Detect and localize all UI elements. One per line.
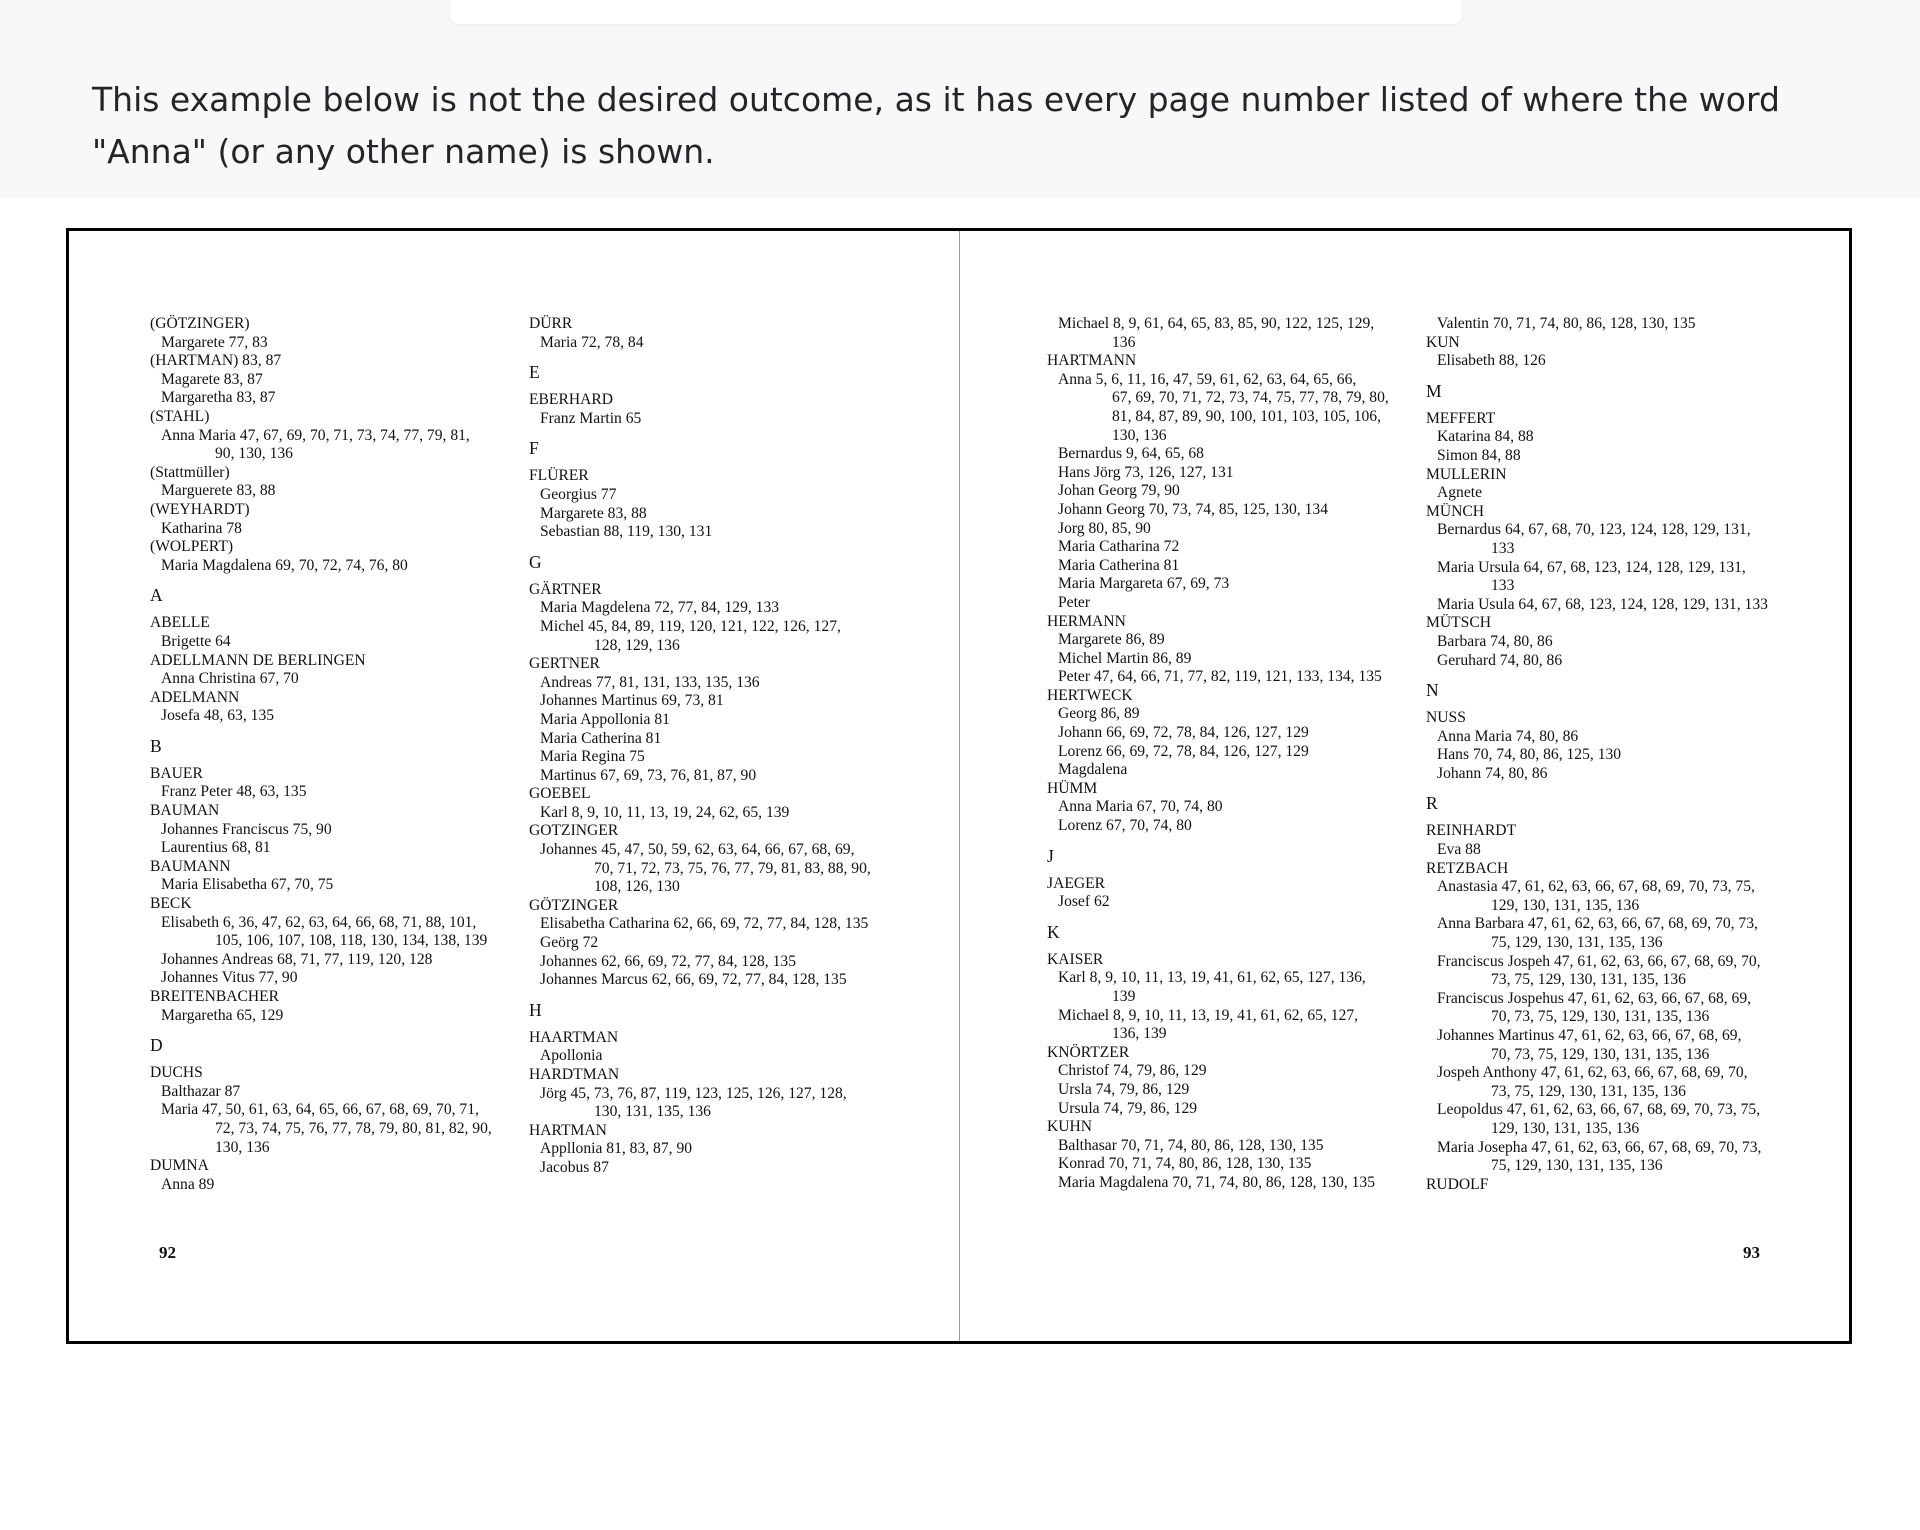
index-entry-continuation: 73, 75, 129, 130, 131, 135, 136 [1491,971,1686,989]
index-entry: Michael 8, 9, 61, 64, 65, 83, 85, 90, 122, 125, 129, [1058,315,1375,332]
index-heading: KNÖRTZER [1047,1043,1130,1061]
index-letter-heading: J [1047,845,1054,866]
book-index-spread [66,228,1852,1344]
index-entry: Jospeh Anthony 47, 61, 62, 63, 66, 67, 68, 69, 70, [1437,1064,1748,1082]
index-entry: Christof 74, 79, 86, 129 [1058,1062,1207,1080]
index-heading: ADELMANN [150,688,240,706]
index-entry-continuation: 128, 129, 136 [594,636,680,654]
index-entry: Anna Christina 67, 70 [161,670,299,688]
index-letter-heading: B [150,735,162,756]
index-heading: FLÜRER [529,467,589,485]
index-entry: Marguerete 83, 88 [161,482,276,500]
index-entry: Sebastian 88, 119, 130, 131 [540,523,713,541]
index-entry-continuation: 70, 73, 75, 129, 130, 131, 135, 136 [1491,1045,1710,1063]
index-entry-continuation: 70, 73, 75, 129, 130, 131, 135, 136 [1491,1008,1710,1026]
index-entry: Anna Maria 47, 67, 69, 70, 71, 73, 74, 77, 79, 81, [161,426,470,444]
index-heading: HARTMAN [529,1121,607,1139]
page-number-left: 92 [159,1243,176,1262]
index-column-1 [150,315,492,1194]
index-entry-continuation: 133 [1491,577,1515,595]
index-column-4 [1426,315,1768,1194]
index-letter-heading: D [150,1035,163,1056]
index-entry: Magarete 83, 87 [161,370,263,388]
index-entry: Bernardus 9, 64, 65, 68 [1058,445,1204,463]
index-heading: BAUMAN [150,802,220,820]
index-heading: KUHN [1047,1118,1093,1136]
index-heading: JAEGER [1047,874,1106,892]
index-entry-continuation: 136, 139 [1112,1025,1167,1043]
index-entry: Elisabeth 6, 36, 47, 62, 63, 64, 66, 68, 71, 88, 101, [161,913,477,931]
index-heading: (Stattmüller) [150,463,230,481]
index-entry-continuation: 129, 130, 131, 135, 136 [1491,1119,1640,1137]
index-heading: (STAHL) [150,407,210,425]
index-entry-continuation: 130, 136 [215,1138,270,1156]
index-entry: Franciscus Jospehus 47, 61, 62, 63, 66, 67, 68, 69, [1437,989,1752,1007]
index-heading: HERMANN [1047,612,1126,630]
index-entry: Johann 66, 69, 72, 78, 84, 126, 127, 129 [1058,724,1309,742]
index-heading: BREITENBACHER [150,988,280,1005]
index-heading: DUMNA [150,1157,209,1175]
index-heading: ADELLMANN DE BERLINGEN [150,651,366,669]
index-entry-continuation: 105, 106, 107, 108, 118, 130, 134, 138, 139 [215,932,488,950]
index-entry: Magdalena [1058,761,1128,779]
index-heading: (HARTMAN) 83, 87 [150,352,282,370]
index-letter-heading: G [529,551,542,572]
index-heading: NUSS [1426,709,1466,727]
index-entry: Anna 89 [161,1175,215,1193]
index-entry-continuation: 136 [1112,333,1136,351]
index-entry: Maria Josepha 47, 61, 62, 63, 66, 67, 68, 69, 70, 73, [1437,1138,1762,1156]
index-entry: Maria Catherina 81 [1058,556,1180,574]
index-entry: Maria Appollonia 81 [540,710,670,728]
index-heading: (WOLPERT) [150,538,234,556]
page-number-right: 93 [1743,1243,1760,1262]
index-heading: HERTWECK [1047,686,1133,704]
index-entry: Georgius 77 [540,485,617,503]
index-entry: Maria Regina 75 [540,748,645,766]
index-entry: Maria Elisabetha 67, 70, 75 [161,876,334,894]
index-letter-heading: N [1426,680,1439,701]
index-entry: Margarete 77, 83 [161,333,268,351]
index-entry: Valentin 70, 71, 74, 80, 86, 128, 130, 135 [1437,315,1696,332]
index-entry: Johann 74, 80, 86 [1437,764,1548,782]
index-entry: Andreas 77, 81, 131, 133, 135, 136 [540,673,760,691]
index-entry: Johan Georg 79, 90 [1058,482,1180,500]
index-entry: Ursula 74, 79, 86, 129 [1058,1099,1198,1117]
index-entry: Johannes Marcus 62, 66, 69, 72, 77, 84, 128, 135 [540,971,847,989]
index-entry: Apollonia [540,1047,603,1065]
index-entry: Maria 72, 78, 84 [540,333,644,351]
index-letter-heading: E [529,362,540,383]
index-entry: Hans Jörg 73, 126, 127, 131 [1058,463,1234,481]
post-text: This example below is not the desired outcome, as it has every page number listed of where the word "Anna" (or any other name) is shown. [92,80,1780,171]
index-heading: (GÖTZINGER) [150,315,250,332]
index-entry: Margarete 86, 89 [1058,631,1165,649]
index-entry: Karl 8, 9, 10, 11, 13, 19, 41, 61, 62, 65, 127, 136, [1058,969,1366,987]
index-entry: Anna Barbara 47, 61, 62, 63, 66, 67, 68, 69, 70, 73, [1437,915,1758,933]
index-entry: Leopoldus 47, 61, 62, 63, 66, 67, 68, 69, 70, 73, 75, [1437,1101,1761,1119]
index-entry: Johannes Martinus 47, 61, 62, 63, 66, 67, 68, 69, [1437,1027,1742,1044]
index-heading: GOTZINGER [529,822,619,840]
index-entry: Margaretha 65, 129 [161,1006,284,1024]
index-entry: Maria Magdalena 69, 70, 72, 74, 76, 80 [161,556,408,574]
index-heading: MÜTSCH [1426,614,1491,632]
index-entry-continuation: 75, 129, 130, 131, 135, 136 [1491,934,1663,952]
index-entry: Maria Margareta 67, 69, 73 [1058,575,1230,593]
index-entry-continuation: 67, 69, 70, 71, 72, 73, 74, 75, 77, 78, 79, 80, [1112,389,1389,407]
index-entry: Johannes 62, 66, 69, 72, 77, 84, 128, 135 [540,952,796,970]
index-entry: Katharina 78 [161,519,242,537]
index-letter-heading: H [529,999,542,1020]
index-entry: Balthazar 87 [161,1082,241,1100]
index-entry: Eva 88 [1437,841,1481,859]
index-heading: BAUMANN [150,857,231,875]
index-heading: DÜRR [529,315,573,332]
index-entry: Simon 84, 88 [1437,446,1521,464]
index-heading: BECK [150,895,192,913]
index-entry: Barbara 74, 80, 86 [1437,632,1553,650]
index-entry: Georg 86, 89 [1058,705,1140,723]
index-entry: Jacobus 87 [540,1158,609,1176]
index-entry-continuation: 108, 126, 130 [594,878,680,896]
index-entry: Jörg 45, 73, 76, 87, 119, 123, 125, 126, 127, 128, [540,1084,847,1102]
index-heading: MEFFERT [1426,409,1496,427]
index-entry: Maria Catherina 81 [540,729,662,747]
index-entry: Josef 62 [1058,893,1110,911]
index-entry: Hans 70, 74, 80, 86, 125, 130 [1437,746,1622,764]
index-entry: Brigette 64 [161,632,231,650]
index-heading: GERTNER [529,655,600,673]
index-entry: Johannes Vitus 77, 90 [161,969,298,987]
index-heading: GÖTZINGER [529,896,619,914]
index-heading: MÜNCH [1426,502,1485,520]
index-entry: Michel 45, 84, 89, 119, 120, 121, 122, 126, 127, [540,617,841,635]
index-entry: Agnete [1437,484,1483,502]
index-heading: KAISER [1047,950,1104,968]
index-entry: Johannes Franciscus 75, 90 [161,820,332,838]
index-entry: Elisabetha Catharina 62, 66, 69, 72, 77, 84, 128, 135 [540,915,869,933]
index-heading: BAUER [150,764,203,782]
index-heading: HAARTMAN [529,1028,619,1046]
index-entry: Johannes 45, 47, 50, 59, 62, 63, 64, 66, 67, 68, 69, [540,841,855,859]
index-letter-heading: M [1426,380,1442,401]
index-heading: GÄRTNER [529,580,602,598]
index-entry: Michael 8, 9, 10, 11, 13, 19, 41, 61, 62, 65, 127, [1058,1006,1359,1024]
index-letter-heading: F [529,438,539,459]
index-entry-continuation: 130, 136 [1112,426,1167,444]
index-heading: GOEBEL [529,785,591,803]
index-entry: Katarina 84, 88 [1437,428,1534,446]
index-entry-continuation: 133 [1491,539,1515,557]
index-entry: Maria Ursula 64, 67, 68, 123, 124, 128, 129, 131, [1437,558,1746,576]
index-entry: Margaretha 83, 87 [161,389,276,407]
index-entry: Maria Magdelena 72, 77, 84, 129, 133 [540,599,780,617]
index-entry: Maria Catharina 72 [1058,538,1180,556]
index-entry-continuation: 81, 84, 87, 89, 90, 100, 101, 103, 105, 106, [1112,407,1381,425]
index-entry: Ursla 74, 79, 86, 129 [1058,1080,1190,1098]
index-entry: Appllonia 81, 83, 87, 90 [540,1140,693,1158]
index-entry: Margarete 83, 88 [540,504,647,522]
index-entry: Lorenz 67, 70, 74, 80 [1058,817,1192,835]
index-entry: Laurentius 68, 81 [161,839,271,857]
index-entry: Johann Georg 70, 73, 74, 85, 125, 130, 134 [1058,500,1328,518]
index-heading: ABELLE [150,614,210,632]
index-heading: RUDOLF [1426,1175,1489,1193]
index-entry: Franz Peter 48, 63, 135 [161,783,307,801]
page-gutter [959,231,960,1341]
index-letter-heading: K [1047,921,1060,942]
index-entry-continuation: 75, 129, 130, 131, 135, 136 [1491,1157,1663,1175]
question-panel [0,0,1920,198]
index-entry-continuation: 72, 73, 74, 75, 76, 77, 78, 79, 80, 81, 82, 90, [215,1119,492,1137]
index-letter-heading: A [150,585,163,606]
index-entry: Elisabeth 88, 126 [1437,352,1546,370]
index-heading: DUCHS [150,1064,203,1082]
index-entry: Anna 5, 6, 11, 16, 47, 59, 61, 62, 63, 64, 65, 66, [1058,370,1357,388]
index-heading: (WEYHARDT) [150,500,250,518]
index-entry: Bernardus 64, 67, 68, 70, 123, 124, 128, 129, 131, [1437,521,1751,539]
index-entry: Johannes Martinus 69, 73, 81 [540,692,724,710]
index-entry: Franz Martin 65 [540,409,642,427]
index-entry-continuation: 90, 130, 136 [215,445,293,463]
top-card-edge [450,0,1462,24]
index-entry: Maria Usula 64, 67, 68, 123, 124, 128, 129, 131, 133 [1437,595,1768,613]
index-entry: Martinus 67, 69, 73, 76, 81, 87, 90 [540,766,757,784]
index-entry: Maria 47, 50, 61, 63, 64, 65, 66, 67, 68, 69, 70, 71, [161,1101,479,1119]
index-entry-continuation: 130, 131, 135, 136 [594,1103,711,1121]
index-heading: HÜMM [1047,779,1098,797]
index-column-3 [1047,315,1389,1193]
index-heading: HARDTMAN [529,1066,620,1083]
index-entry: Peter [1058,593,1091,611]
index-entry: Geruhard 74, 80, 86 [1437,651,1563,669]
index-entry: Franciscus Jospeh 47, 61, 62, 63, 66, 67, 68, 69, 70, [1437,952,1761,970]
index-entry-continuation: 129, 130, 131, 135, 136 [1491,896,1640,914]
index-entry: Geörg 72 [540,934,599,952]
index-heading: RETZBACH [1426,859,1509,877]
index-entry: Konrad 70, 71, 74, 80, 86, 128, 130, 135 [1058,1155,1312,1173]
index-letter-heading: R [1426,793,1438,814]
index-entry: Michel Martin 86, 89 [1058,649,1192,667]
index-entry: Anna Maria 67, 70, 74, 80 [1058,798,1223,816]
index-heading: MULLERIN [1426,465,1507,483]
index-entry: Johannes Andreas 68, 71, 77, 119, 120, 128 [161,950,433,968]
index-entry-continuation: 73, 75, 129, 130, 131, 135, 136 [1491,1082,1686,1100]
index-entry-continuation: 139 [1112,988,1136,1005]
index-entry-continuation: 70, 71, 72, 73, 75, 76, 77, 79, 81, 83, 88, 90, [594,859,871,877]
index-heading: EBERHARD [529,391,614,409]
index-entry: Maria Magdalena 70, 71, 74, 80, 86, 128, 130, 135 [1058,1173,1376,1191]
index-heading: HARTMANN [1047,352,1137,370]
index-entry: Peter 47, 64, 66, 71, 77, 82, 119, 121, 133, 134, 135 [1058,668,1382,686]
index-entry: Anna Maria 74, 80, 86 [1437,727,1579,745]
index-heading: REINHARDT [1426,822,1517,840]
index-entry: Karl 8, 9, 10, 11, 13, 19, 24, 62, 65, 139 [540,803,790,821]
index-heading: KUN [1426,333,1460,351]
index-column-2 [529,315,871,1178]
index-entry: Jorg 80, 85, 90 [1058,519,1151,537]
index-entry: Anastasia 47, 61, 62, 63, 66, 67, 68, 69, 70, 73, 75, [1437,878,1755,896]
index-entry: Josefa 48, 63, 135 [161,707,275,725]
index-entry: Balthasar 70, 71, 74, 80, 86, 128, 130, 135 [1058,1136,1324,1154]
index-entry: Lorenz 66, 69, 72, 78, 84, 126, 127, 129 [1058,742,1309,760]
